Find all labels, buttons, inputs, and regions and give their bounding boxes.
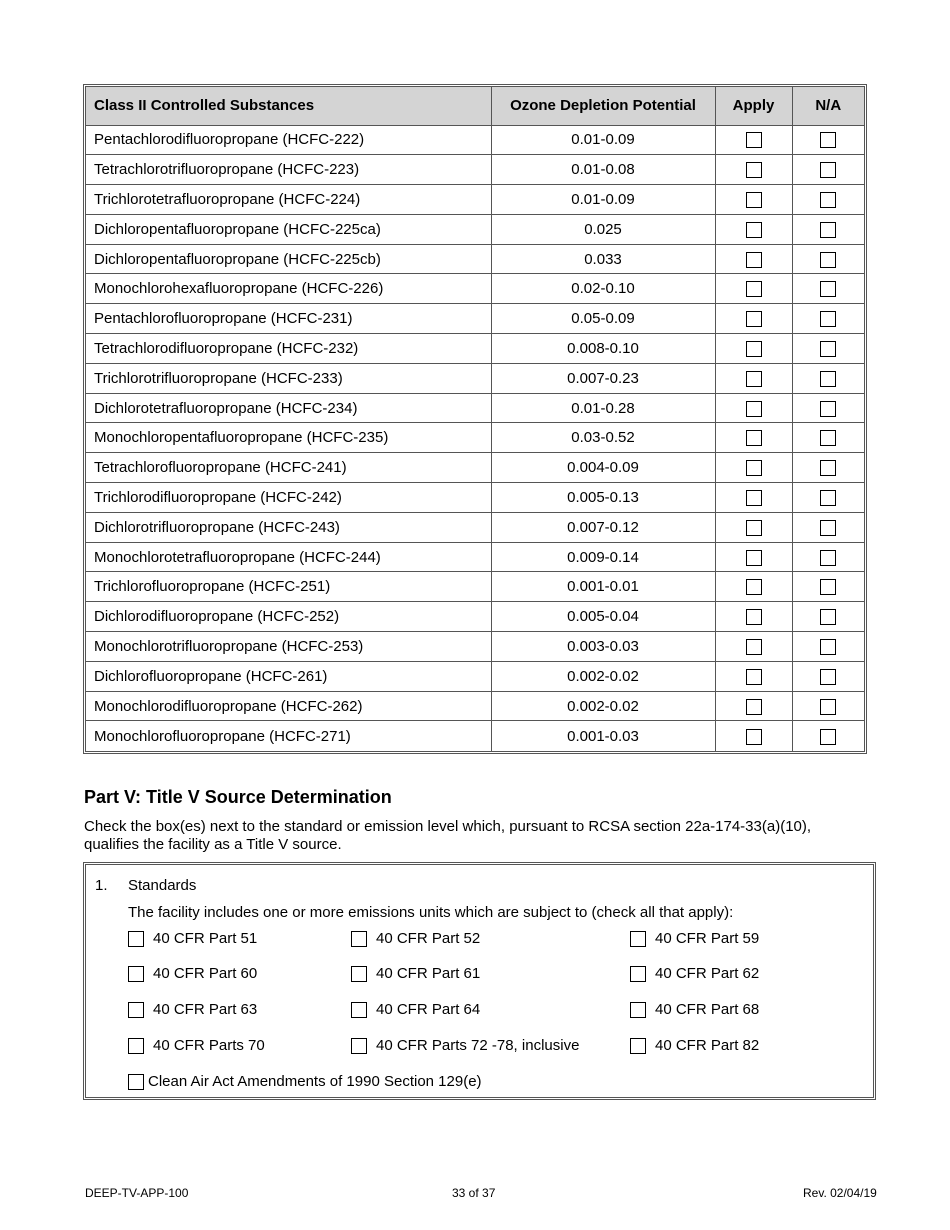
substance-name: Trichlorotetrafluoropropane (HCFC-224) <box>86 185 491 215</box>
header-apply: Apply <box>715 87 792 125</box>
substance-name: Monochloropentafluoropropane (HCFC-235) <box>86 423 491 453</box>
option-checkbox[interactable] <box>630 1002 646 1018</box>
odp-value: 0.01-0.08 <box>491 155 715 185</box>
substances-table-wrapper <box>83 84 867 754</box>
table-row <box>86 721 864 751</box>
na-checkbox[interactable] <box>820 132 836 148</box>
class-ii-substances-table <box>86 87 864 751</box>
substance-name: Dichloropentafluoropropane (HCFC-225ca) <box>86 214 491 244</box>
table-row <box>86 334 864 364</box>
apply-checkbox[interactable] <box>746 132 762 148</box>
substance-name: Trichlorotrifluoropropane (HCFC-233) <box>86 363 491 393</box>
na-checkbox[interactable] <box>820 311 836 327</box>
option-checkbox[interactable] <box>351 966 367 982</box>
table-row <box>86 572 864 602</box>
option-label: 40 CFR Part 59 <box>655 930 760 947</box>
table-row <box>86 423 864 453</box>
table-row <box>86 274 864 304</box>
apply-checkbox[interactable] <box>746 252 762 268</box>
substance-name: Pentachlorofluoropropane (HCFC-231) <box>86 304 491 334</box>
table-row <box>86 155 864 185</box>
apply-checkbox[interactable] <box>746 669 762 685</box>
na-checkbox[interactable] <box>820 520 836 536</box>
option-40cfr-part-63[interactable] <box>128 1001 257 1018</box>
na-checkbox[interactable] <box>820 281 836 297</box>
substance-name: Monochlorotetrafluoropropane (HCFC-244) <box>86 542 491 572</box>
odp-value: 0.001-0.01 <box>491 572 715 602</box>
odp-value: 0.003-0.03 <box>491 632 715 662</box>
option-40cfr-part-62[interactable] <box>630 965 759 982</box>
footer-revision: Rev. 02/04/19 <box>803 1186 877 1200</box>
odp-value: 0.005-0.13 <box>491 483 715 513</box>
part-v-title: Part V: Title V Source Determination <box>84 787 392 807</box>
table-row <box>86 632 864 662</box>
section-intro: The facility includes one or more emissions units which are subject to (check all that apply): <box>128 904 734 921</box>
odp-value: 0.008-0.10 <box>491 334 715 364</box>
option-40cfr-part-64[interactable] <box>351 1001 480 1018</box>
apply-checkbox[interactable] <box>746 490 762 506</box>
apply-checkbox[interactable] <box>746 699 762 715</box>
footer-page-number: 33 of 37 <box>452 1186 496 1200</box>
option-40cfr-part-68[interactable] <box>630 1001 759 1018</box>
apply-checkbox[interactable] <box>746 371 762 387</box>
option-40cfr-part-60[interactable] <box>128 965 257 982</box>
odp-value: 0.009-0.14 <box>491 542 715 572</box>
odp-value: 0.007-0.23 <box>491 363 715 393</box>
option-checkbox[interactable] <box>351 931 367 947</box>
odp-value: 0.01-0.09 <box>491 125 715 155</box>
substance-name: Monochlorodifluoropropane (HCFC-262) <box>86 691 491 721</box>
substance-name: Tetrachlorotrifluoropropane (HCFC-223) <box>86 155 491 185</box>
apply-checkbox[interactable] <box>746 192 762 208</box>
option-label: Clean Air Act Amendments of 1990 Section 129(e) <box>148 1073 482 1090</box>
na-checkbox[interactable] <box>820 669 836 685</box>
apply-checkbox[interactable] <box>746 281 762 297</box>
option-label: 40 CFR Part 68 <box>655 1001 760 1018</box>
substance-name: Tetrachlorofluoropropane (HCFC-241) <box>86 453 491 483</box>
apply-checkbox[interactable] <box>746 162 762 178</box>
substance-name: Trichlorodifluoropropane (HCFC-242) <box>86 483 491 513</box>
option-label: 40 CFR Part 52 <box>376 930 481 947</box>
header-odp: Ozone Depletion Potential <box>491 87 715 125</box>
apply-checkbox[interactable] <box>746 460 762 476</box>
option-checkbox[interactable] <box>128 931 144 947</box>
substance-name: Dichlorofluoropropane (HCFC-261) <box>86 661 491 691</box>
odp-value: 0.05-0.09 <box>491 304 715 334</box>
apply-checkbox[interactable] <box>746 341 762 357</box>
table-row <box>86 542 864 572</box>
apply-checkbox[interactable] <box>746 550 762 566</box>
na-checkbox[interactable] <box>820 430 836 446</box>
table-row <box>86 125 864 155</box>
apply-checkbox[interactable] <box>746 579 762 595</box>
table-row <box>86 483 864 513</box>
option-label: 40 CFR Part 62 <box>655 965 760 982</box>
option-checkbox[interactable] <box>128 966 144 982</box>
option-label: 40 CFR Part 63 <box>153 1001 258 1018</box>
odp-value: 0.007-0.12 <box>491 512 715 542</box>
na-checkbox[interactable] <box>820 371 836 387</box>
substance-name: Dichloropentafluoropropane (HCFC-225cb) <box>86 244 491 274</box>
substance-name: Pentachlorodifluoropropane (HCFC-222) <box>86 125 491 155</box>
odp-value: 0.004-0.09 <box>491 453 715 483</box>
header-na: N/A <box>792 87 864 125</box>
standards-section <box>83 862 876 1100</box>
table-row <box>86 691 864 721</box>
option-checkbox[interactable] <box>351 1002 367 1018</box>
na-checkbox[interactable] <box>820 550 836 566</box>
odp-value: 0.005-0.04 <box>491 602 715 632</box>
substance-name: Dichlorodifluoropropane (HCFC-252) <box>86 602 491 632</box>
option-label: 40 CFR Part 61 <box>376 965 481 982</box>
header-substance: Class II Controlled Substances <box>86 87 491 125</box>
apply-checkbox[interactable] <box>746 311 762 327</box>
table-header-row <box>86 87 864 125</box>
substance-name: Monochlorofluoropropane (HCFC-271) <box>86 721 491 751</box>
option-checkbox[interactable] <box>128 1074 144 1090</box>
na-checkbox[interactable] <box>820 192 836 208</box>
table-row <box>86 304 864 334</box>
option-label: 40 CFR Parts 72 -78, inclusive <box>376 1037 580 1054</box>
na-checkbox[interactable] <box>820 460 836 476</box>
option-label: 40 CFR Part 64 <box>376 1001 481 1018</box>
table-row <box>86 453 864 483</box>
odp-value: 0.01-0.28 <box>491 393 715 423</box>
option-40cfr-part-82[interactable] <box>630 1037 759 1054</box>
odp-value: 0.02-0.10 <box>491 274 715 304</box>
apply-checkbox[interactable] <box>746 430 762 446</box>
table-row <box>86 602 864 632</box>
substance-name: Dichlorotetrafluoropropane (HCFC-234) <box>86 393 491 423</box>
table-row <box>86 244 864 274</box>
option-checkbox[interactable] <box>128 1038 144 1054</box>
option-40cfr-part-52[interactable] <box>351 930 480 947</box>
apply-checkbox[interactable] <box>746 401 762 417</box>
na-checkbox[interactable] <box>820 401 836 417</box>
apply-checkbox[interactable] <box>746 222 762 238</box>
odp-value: 0.033 <box>491 244 715 274</box>
odp-value: 0.03-0.52 <box>491 423 715 453</box>
substance-name: Monochlorohexafluoropropane (HCFC-226) <box>86 274 491 304</box>
na-checkbox[interactable] <box>820 699 836 715</box>
odp-value: 0.01-0.09 <box>491 185 715 215</box>
na-checkbox[interactable] <box>820 341 836 357</box>
option-checkbox[interactable] <box>351 1038 367 1054</box>
apply-checkbox[interactable] <box>746 520 762 536</box>
option-40cfr-parts-70[interactable] <box>128 1037 265 1054</box>
na-checkbox[interactable] <box>820 222 836 238</box>
na-checkbox[interactable] <box>820 609 836 625</box>
table-row <box>86 363 864 393</box>
option-checkbox[interactable] <box>128 1002 144 1018</box>
odp-value: 0.025 <box>491 214 715 244</box>
substance-name: Trichlorofluoropropane (HCFC-251) <box>86 572 491 602</box>
table-row <box>86 185 864 215</box>
table-row <box>86 661 864 691</box>
option-40cfr-part-61[interactable] <box>351 965 480 982</box>
part-v-description: Check the box(es) next to the standard or emission level which, pursuant to RCSA section 22a-174-33(a)(10), qualifies the facility as a Title V source. <box>84 818 812 853</box>
substance-name: Monochlorotrifluoropropane (HCFC-253) <box>86 632 491 662</box>
na-checkbox[interactable] <box>820 490 836 506</box>
option-caaa-1990-section-129e[interactable] <box>128 1073 482 1090</box>
option-40cfr-part-59[interactable] <box>630 930 759 947</box>
na-checkbox[interactable] <box>820 729 836 745</box>
apply-checkbox[interactable] <box>746 639 762 655</box>
odp-value: 0.001-0.03 <box>491 721 715 751</box>
na-checkbox[interactable] <box>820 639 836 655</box>
footer-form-id: DEEP-TV-APP-100 <box>85 1186 189 1200</box>
na-checkbox[interactable] <box>820 579 836 595</box>
option-40cfr-part-51[interactable] <box>128 930 257 947</box>
option-label: 40 CFR Part 51 <box>153 930 258 947</box>
section-title: Standards <box>128 877 197 894</box>
apply-checkbox[interactable] <box>746 609 762 625</box>
na-checkbox[interactable] <box>820 162 836 178</box>
section-number: 1. <box>95 877 108 894</box>
option-checkbox[interactable] <box>630 1038 646 1054</box>
option-checkbox[interactable] <box>630 931 646 947</box>
substance-name: Dichlorotrifluoropropane (HCFC-243) <box>86 512 491 542</box>
table-row <box>86 512 864 542</box>
odp-value: 0.002-0.02 <box>491 691 715 721</box>
table-row <box>86 214 864 244</box>
odp-value: 0.002-0.02 <box>491 661 715 691</box>
option-label: 40 CFR Parts 70 <box>153 1037 265 1054</box>
option-checkbox[interactable] <box>630 966 646 982</box>
apply-checkbox[interactable] <box>746 729 762 745</box>
option-40cfr-parts-72-78[interactable] <box>351 1037 579 1054</box>
na-checkbox[interactable] <box>820 252 836 268</box>
substance-name: Tetrachlorodifluoropropane (HCFC-232) <box>86 334 491 364</box>
table-row <box>86 393 864 423</box>
option-label: 40 CFR Part 82 <box>655 1037 760 1054</box>
option-label: 40 CFR Part 60 <box>153 965 258 982</box>
